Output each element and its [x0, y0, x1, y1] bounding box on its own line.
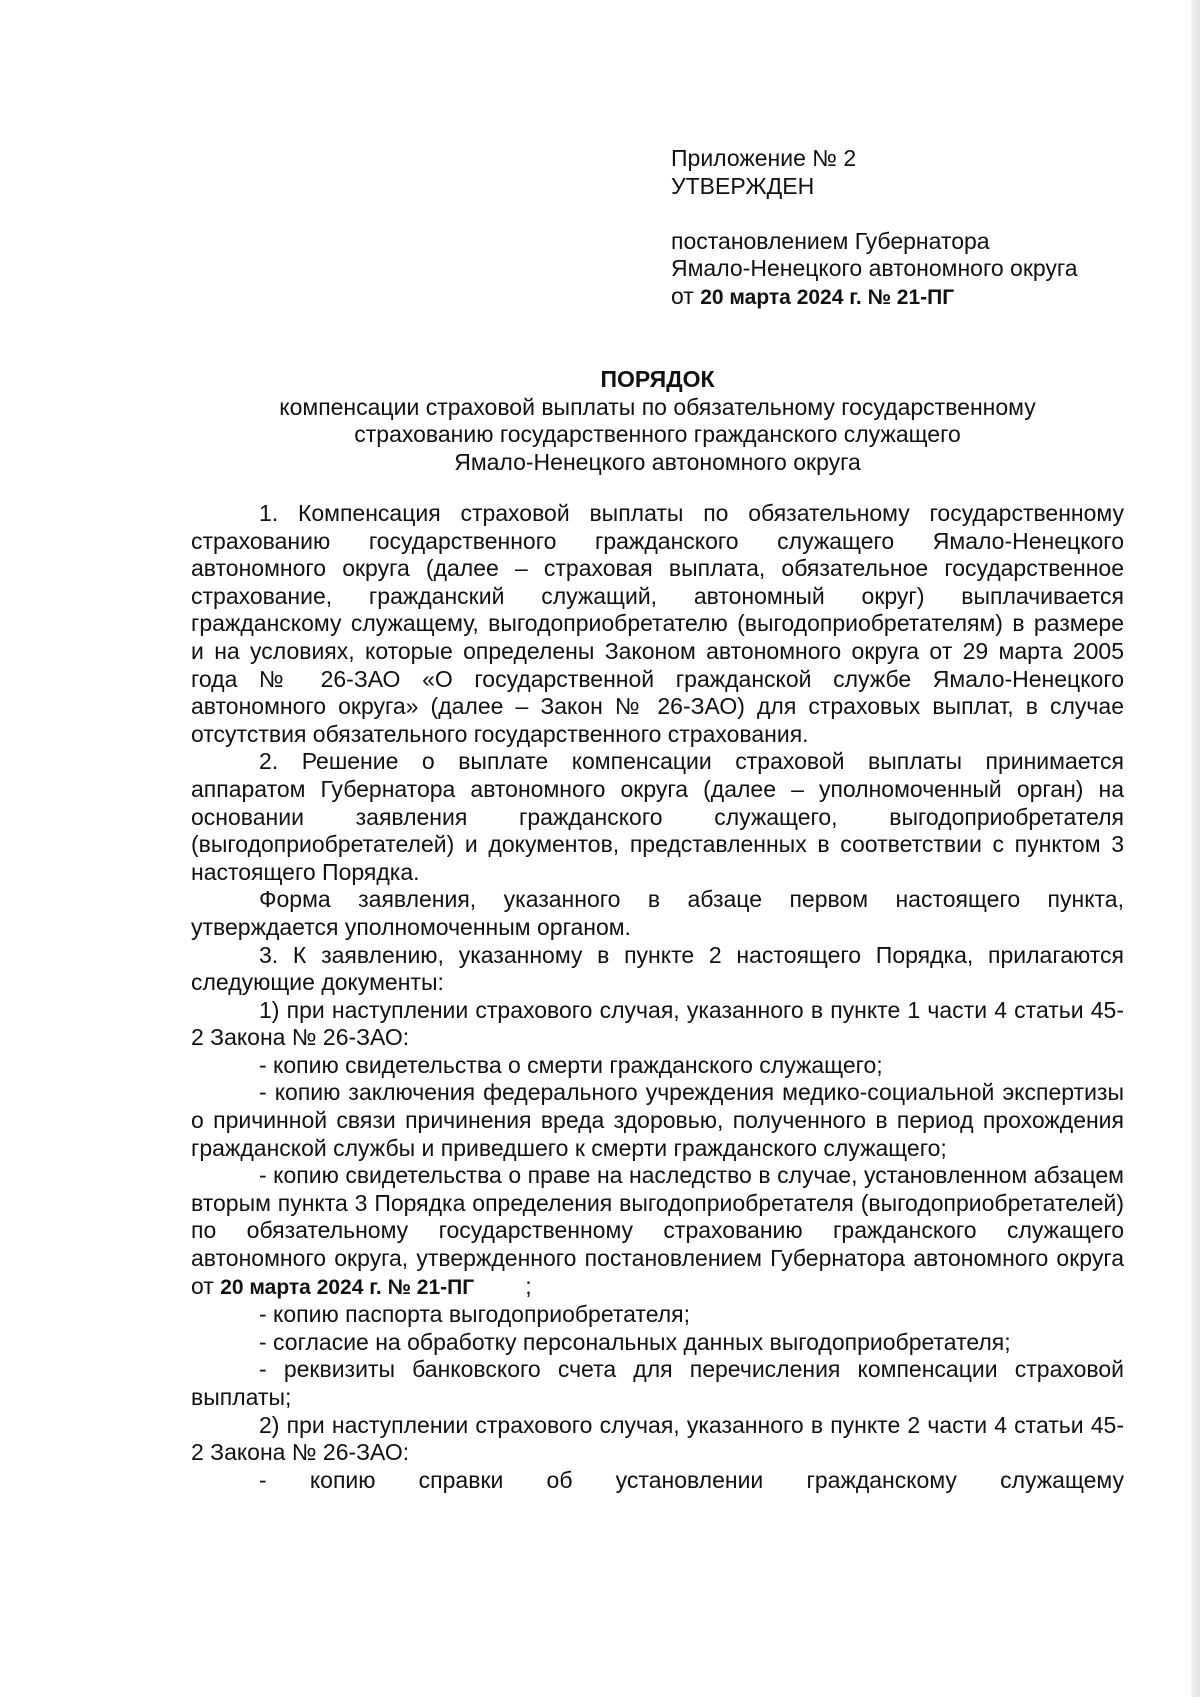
paragraph-10: - согласие на обработку персональных данных выгодоприобретателя; [259, 1328, 1011, 1355]
paragraph-12: 2) при наступлении страхового случая, указанного в пункте 2 части 4 статьи 45-2 Закона № 26-ЗАО: [191, 1411, 1124, 1466]
paragraph-13: - копию справки об установлении гражданскому служащему [259, 1466, 1124, 1493]
paragraph-8-text: - копию свидетельства о праве на наследство в случае, установленном абзацем вторым пункта 3 Порядка определения выгодоприобретателя (выгодоприобретателей) по обязательному государственному страхованию гражданского служащего автономного округа, утвержденного постановлением Губернатора автономного округа от [191, 1162, 1124, 1299]
paragraph-11: - реквизиты банковского счета для перечисления компенсации страховой выплаты; [191, 1356, 1124, 1410]
document-body [191, 500, 1124, 1494]
paragraph-1: 1. Компенсация страховой выплаты по обязательному государственному страхованию государственного гражданского служащего Ямало-Ненецкого автономного округа (далее – страховая выплата, обязательное государственное страхование, гражданский служащий, автономный округ) выплачивается гражданскому служащему, выгодоприобретателю (выгодоприобретателям) в размере и на условиях, которые определены Законом автономного округа от 29 марта 2005 года № 26-ЗАО «О государственной гражданской службе Ямало-Ненецкого автономного округа» (далее – Закон № 26-ЗАО) для страховых выплат, в случае отсутствия обязательного государственного страхования. [191, 500, 1124, 747]
approval-date-prefix: от [671, 282, 694, 309]
document-subtitle-line-1: компенсации страховой выплаты по обязательному государственному [279, 393, 1036, 420]
paragraph-9: - копию паспорта выгодоприобретателя; [259, 1301, 690, 1328]
paragraph-2: 2. Решение о выплате компенсации страховой выплаты принимается аппаратом Губернатора автономного округа (далее – уполномоченный орган) на основании заявления гражданского служащего, выгодоприобретателя (выгодоприобретателей) и документов, представленных в соответствии с пунктом 3 настоящего Порядка. [191, 748, 1124, 885]
page-edge-shadow [1191, 0, 1200, 1697]
paragraph-3: Форма заявления, указанного в абзаце первом настоящего пункта, утверждается уполномоченным органом. [191, 886, 1124, 940]
paragraph-4: 3. К заявлению, указанному в пункте 2 настоящего Порядка, прилагаются следующие документы: [191, 941, 1124, 996]
approval-date-stamp: 20 марта 2024 г. № 21-ПГ [700, 285, 955, 309]
approved-label: УТВЕРЖДЕН [671, 172, 815, 199]
appendix-number: Приложение № 2 [671, 145, 857, 171]
paragraph-5: 1) при наступлении страхового случая, указанного в пункте 1 части 4 статьи 45-2 Закона № 26-ЗАО: [191, 996, 1124, 1051]
document-subtitle-line-2: страхованию государственного гражданского служащего [354, 421, 961, 447]
approved-by-line: постановлением Губернатора [671, 227, 990, 254]
approved-by-region: Ямало-Ненецкого автономного округа [671, 255, 1078, 281]
paragraph-8-end: ; [525, 1272, 532, 1299]
paragraph-8 [191, 1162, 1124, 1301]
paragraph-8-date-stamp: 20 марта 2024 г. № 21-ПГ [220, 1275, 475, 1299]
paragraph-6: - копию свидетельства о смерти гражданского служащего; [259, 1051, 883, 1078]
document-subtitle-line-3: Ямало-Ненецкого автономного округа [454, 448, 861, 475]
paragraph-7: - копию заключения федерального учреждения медико-социальной экспертизы о причинной связи причинения вреда здоровью, полученного в период прохождения гражданской службы и приведшего к смерти гражданского служащего; [191, 1079, 1124, 1161]
document-title: ПОРЯДОК [600, 366, 715, 392]
document-title-block [190, 366, 1125, 476]
approval-date-line [671, 283, 1141, 312]
approval-block [671, 145, 1141, 311]
